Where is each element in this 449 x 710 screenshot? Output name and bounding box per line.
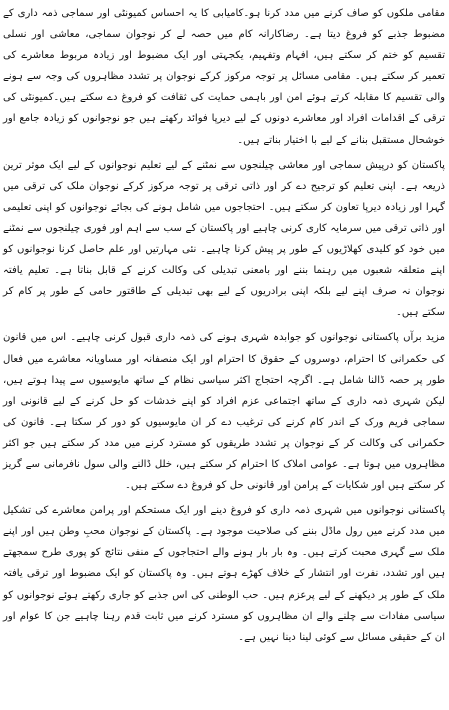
paragraph-civic-responsibility: مزید برآں پاکستانی نوجوانوں کو جوابدہ شہری ہونے کی ذمہ داری قبول کرنی چاہیے۔ اس میں قانون کی حکمرانی کا احترام، دوسروں کے حقوق کا احترام اور ایک منصفانہ اور مساویانہ معاشرے میں فعال طور پر حصہ ڈالنا شامل ہے۔ اگرچہ احتجاج اکثر سیاسی نظام کے ساتھ مایوسیوں سے پیدا ہوتے ہیں، لیکن شہری ذمہ داری کے ساتھ اجتماعی عزم افراد کو اپنے خدشات کو حل کرنے کے لیے قانونی اور سماجی فریم ورک کے اندر کام کرنے کی ترغیب دے کر ان مایوسیوں کو دور کر سکتا ہے۔ قانون کی حکمرانی کی وکالت کر کے نوجوان پر تشدد طریقوں کو مسترد کرنے میں مدد کر سکتے ہیں جو اکثر مظاہروں میں ہوتا ہے۔ عوامی املاک کا احترام کر سکتے ہیں، خلل ڈالنے والی سول نافرمانی سے گریز کر سکتے ہیں اور شکایات کے پرامن اور قانونی حل کو فروغ دے سکتے ہیں۔ — [3, 332, 445, 492]
paragraph-role-models: پاکستانی نوجوانوں میں شہری ذمہ داری کو فروغ دینے اور ایک مستحکم اور پرامن معاشرے کی تشکیل میں مدد کرنے میں رول ماڈل بننے کی صلاحیت موجود ہے۔ پاکستان کے نوجوان محبِ وطن ہیں اور اپنے ملک سے گہری محبت کرتے ہیں۔ وہ بار بار ہونے والے احتجاجوں کے منفی نتائج کو پوری طرح سمجھتے ہیں اور تشدد، نفرت اور انتشار کے خلاف کھڑے ہوتے ہیں۔ وہ پاکستان کو ایک مضبوط اور ترقی یافتہ ملک کے طور پر دیکھنے کے لیے پرعزم ہیں۔ حب الوطنی کی اس جذبے کو جاری رکھتے ہوئے نوجوانوں کو سیاسی مفادات سے چلنے والے ان مظاہروں کو مسترد کرنے میں ثابت قدم رہنا چاہیے جن کا عوام اور ان کے حقیقی مسائل سے کوئی لینا دینا نہیں ہے۔ — [3, 505, 445, 643]
paragraph-community-development: مقامی ملکوں کو صاف کرنے میں مدد کرنا ہو۔کامیابی کا یہ احساس کمیونٹی اور سماجی ذمہ داری کے مضبوط جذبے کو فروغ دیتا ہے۔ رضاکارانہ کام میں حصہ لے کر نوجوان سماجی، معاشی اور نسلی تقسیم کو ختم کر سکتے ہیں، افہام وتفہیم، یکجہتی اور ایک مضبوط اور زیادہ مربوط معاشرے کی تعمیر کر سکتے ہیں۔ مقامی مسائل پر توجہ مرکوز کرکے نوجوان پر تشدد مظاہروں کی وجہ سے ہونے والی تقسیم کا مقابلہ کرتے ہوئے امن اور باہمی حمایت کی ثقافت کو فروغ دے سکتے ہیں۔کمیونٹی کی ترقی کے اقدامات افراد اور معاشرے دونوں کے لیے دیرپا فوائد رکھتے ہیں جو نوجوانوں کو زیادہ جامع اور خوشحال مستقبل بنانے کے لیے با اختیار بناتے ہیں۔ — [3, 8, 445, 146]
paragraph-education: پاکستان کو درپیش سماجی اور معاشی چیلنجوں سے نمٹنے کے لیے تعلیم نوجوانوں کے لیے ایک موثر ترین ذریعہ ہے۔ اپنی تعلیم کو ترجیح دے کر اور ذاتی ترقی پر توجہ مرکوز کرکے نوجوان ملک کی ترقی میں گہرا اور زیادہ دیرپا تعاون کر سکتے ہیں۔ احتجاجوں میں شامل ہونے کی بجائے نوجوانوں کو اپنی تعلیمی اور ذاتی ترقی میں سرمایہ کاری کرنی چاہیے اور پاکستان کے سب سے اہم اور فوری چیلنجوں سے نمٹنے میں خود کو کلیدی کھلاڑیوں کے طور پر پیش کرنا چاہیے۔ نئی مہارتیں اور علم حاصل کرنا نوجوانوں کو اپنے متعلقہ شعبوں میں رہنما بننے اور بامعنی تبدیلی کی وکالت کرنے کے قابل بناتا ہے۔ تعلیم یافتہ نوجوان نہ صرف اپنے لیے بلکہ اپنی برادریوں کے لیے بھی تبدیلی کے طاقتور حامی کے طور پر کام کر سکتے ہیں۔ — [3, 159, 445, 319]
